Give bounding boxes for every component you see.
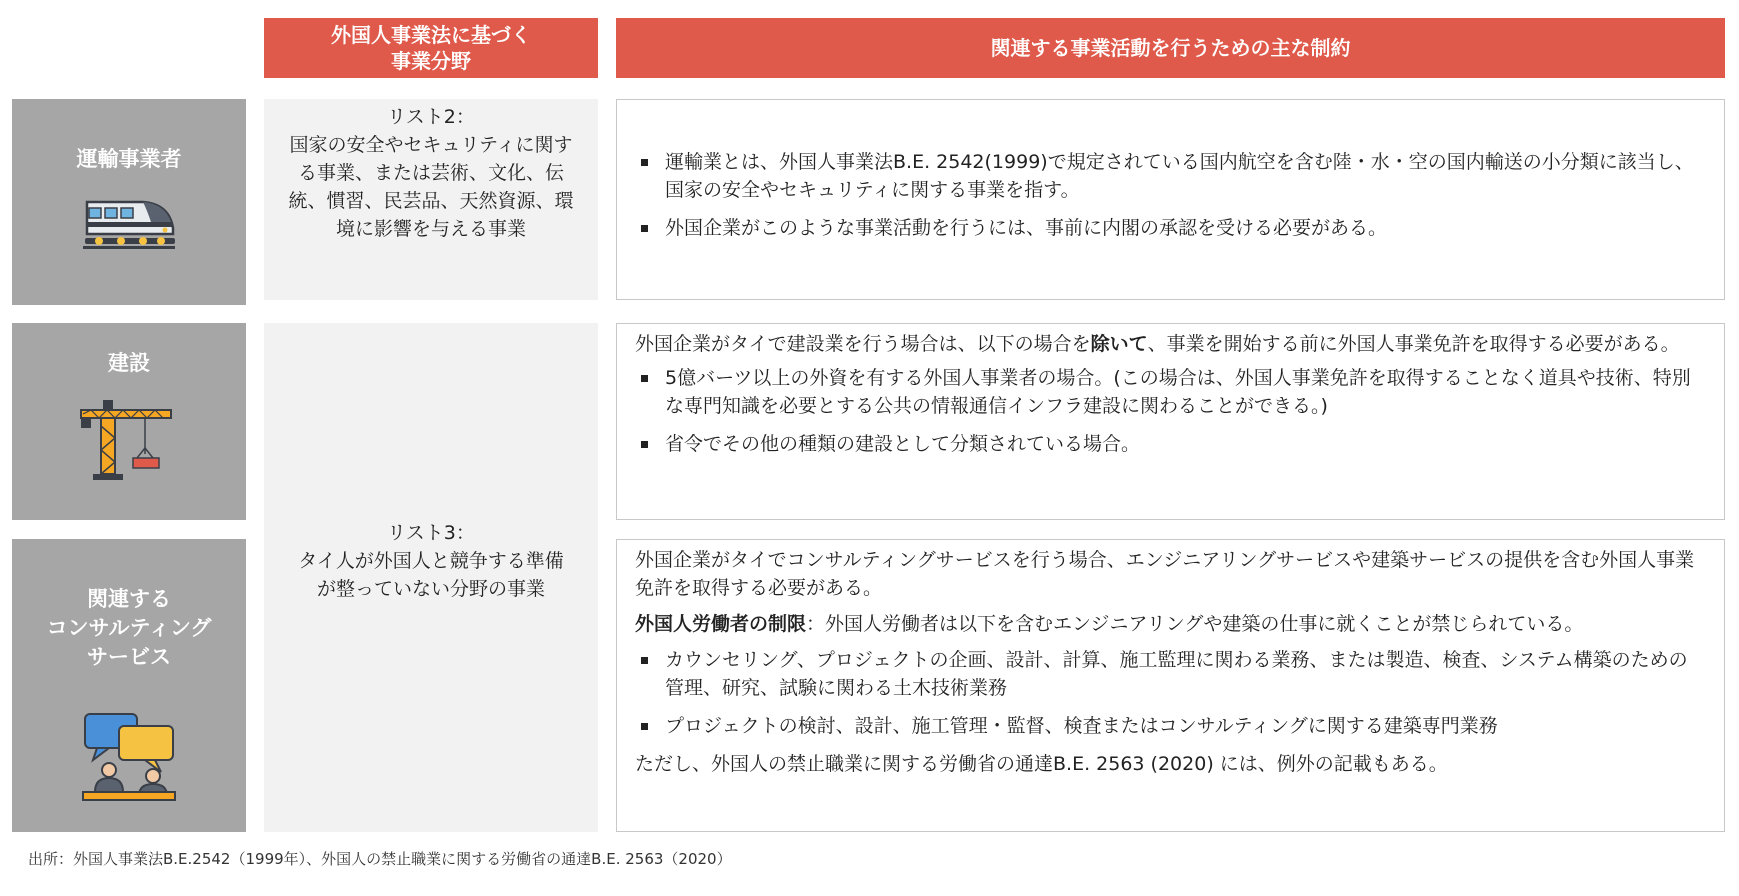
- category-consulting: [12, 539, 246, 832]
- consulting-bullet-list: [635, 646, 1700, 740]
- list3-title: リスト3：: [387, 522, 475, 544]
- list3-description: タイ人が外国人と競争する準備が整っていない分野の事業: [298, 550, 564, 600]
- source-note: 出所：外国人事業法B.E.2542（1999年）、外国人の禁止職業に関する労働省の通達B.E. 2563（2020）: [28, 850, 732, 868]
- category-label: 運輸事業者: [76, 147, 182, 171]
- construction-bullet-list: [635, 364, 1700, 458]
- list-item: 外国企業がこのような事業活動を行うには、事前に内閣の承認を受ける必要がある。: [635, 214, 1694, 242]
- category-transport: [12, 99, 246, 305]
- category-construction: [12, 323, 246, 520]
- list-item: 運輸業とは、外国人事業法B.E. 2542(1999)で規定されている国内航空を含む陸・水・空の国内輸送の小分類に該当し、国家の安全やセキュリティに関する事業を指す。: [635, 148, 1694, 204]
- list3-cell: [264, 323, 598, 832]
- construction-intro: 外国企業がタイで建設業を行う場合は、以下の場合を除いて、事業を開始する前に外国人事業免許を取得する必要がある。: [635, 333, 1680, 355]
- construction-restrictions-box: [616, 323, 1725, 520]
- foreign-worker-restriction: 外国人労働者の制限：外国人労働者は以下を含むエンジニアリングや建築の仕事に就くことが禁じられている。: [635, 613, 1584, 635]
- consulting-chat-icon: [81, 710, 177, 802]
- header-restrictions: 関連する事業活動を行うための主な制約: [616, 18, 1725, 78]
- consulting-intro: 外国企業がタイでコンサルティングサービスを行う場合、エンジニアリングサービスや建築サービスの提供を含む外国人事業免許を取得する必要がある。: [635, 549, 1695, 599]
- list-item: プロジェクトの検討、設計、施工管理・監督、検査またはコンサルティングに関する建築専門業務: [635, 712, 1700, 740]
- train-icon: [81, 188, 177, 252]
- transport-bullet-list: [635, 148, 1694, 242]
- except-emphasis: 除いて: [1090, 333, 1148, 355]
- crane-icon: [79, 396, 179, 482]
- restriction-label: 外国人労働者の制限: [635, 613, 807, 635]
- list2-description: 国家の安全やセキュリティに関する事業、または芸術、文化、伝統、慣習、民芸品、天然資源、環境に影響を与える事業: [288, 134, 574, 240]
- category-label: 関連する コンサルティング サービス: [46, 587, 212, 669]
- transport-restrictions-box: [616, 99, 1725, 300]
- exception-note: ただし、外国人の禁止職業に関する労働省の通達B.E. 2563 (2020) には、例外の記載もある。: [635, 753, 1448, 775]
- list2-title: リスト2：: [387, 106, 475, 128]
- list-item: 省令でその他の種類の建設として分類されている場合。: [635, 430, 1700, 458]
- header-business-field: 外国人事業法に基づく 事業分野: [264, 18, 598, 78]
- list2-cell: [264, 99, 598, 300]
- consulting-restrictions-box: [616, 539, 1725, 832]
- category-label: 建設: [108, 351, 150, 375]
- list-item: 5億バーツ以上の外資を有する外国人事業者の場合。(この場合は、外国人事業免許を取得することなく道具や技術、特別な専門知識を必要とする公共の情報通信インフラ建設に関わることができる。): [635, 364, 1700, 420]
- list-item: カウンセリング、プロジェクトの企画、設計、計算、施工監理に関わる業務、または製造、検査、システム構築のための管理、研究、試験に関わる土木技術業務: [635, 646, 1700, 702]
